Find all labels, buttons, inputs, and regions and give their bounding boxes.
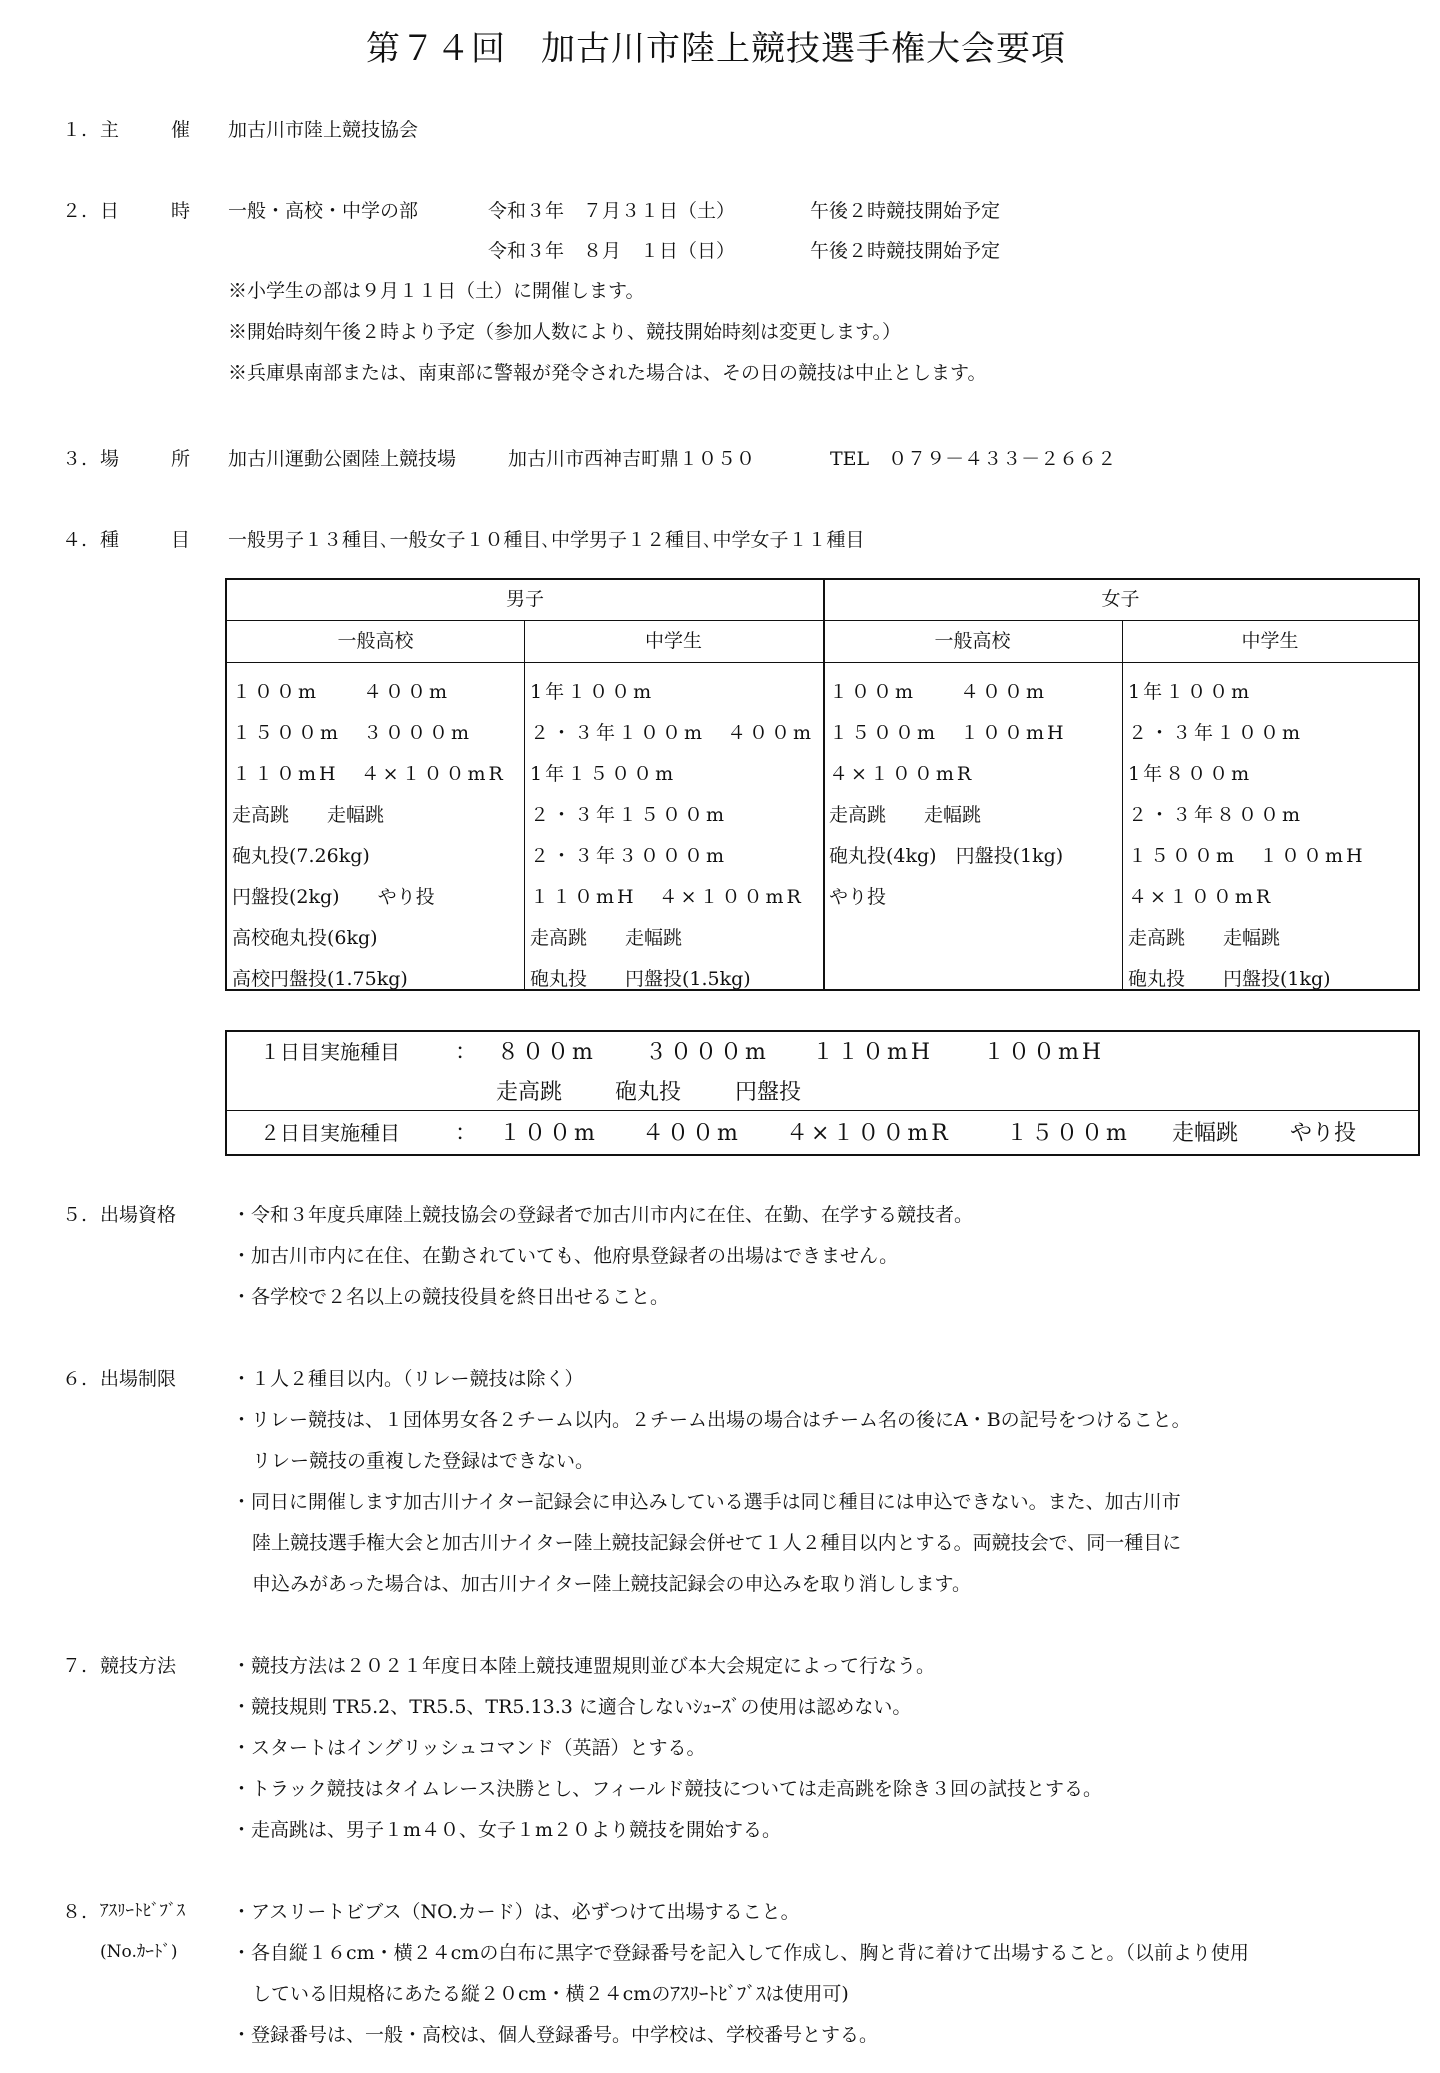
section-6-number: ６.: [62, 1368, 88, 1390]
limit-item-continued: 申込みがあった場合は、加古川ナイター陸上競技記録会の申込みを取り消しします。: [252, 1573, 971, 1595]
method-item: ・スタートはイングリッシュコマンド（英語）とする。: [232, 1737, 706, 1759]
events-summary: 一般男子１３種目､一般女子１０種目､中学男子１２種目､中学女子１１種目: [228, 529, 865, 551]
section-4-number: ４.: [62, 529, 88, 551]
event-line: 砲丸投(4kg) 円盤投(1kg): [829, 845, 1064, 867]
women-junior-events: [1128, 672, 1366, 1000]
men-general-header: 一般高校: [337, 630, 414, 652]
event-line: 円盤投(2kg) やり投: [232, 886, 435, 908]
event-line: 走高跳 走幅跳: [1128, 927, 1281, 949]
day-2-colon: ：: [455, 1121, 478, 1146]
section-6-label: 出場制限: [100, 1368, 177, 1390]
event-line: やり投: [829, 886, 887, 908]
bib-item: ・アスリートビブス（NO.カード）は、必ずつけて出場すること。: [232, 1901, 800, 1923]
day-1-event: 円盤投: [735, 1080, 802, 1105]
date-day-2: 令和３年 ８月 １日（日）: [488, 240, 736, 262]
table-divider: [227, 662, 1418, 663]
day-1-colon: ：: [455, 1040, 478, 1065]
section-3-number: ３.: [62, 448, 88, 470]
method-item: ・トラック競技はタイムレース決勝とし、フィールド競技については走高跳を除き３回の試技とする。: [232, 1778, 1103, 1800]
event-line: １５００m １００mH: [1128, 845, 1366, 867]
note-elementary: ※小学生の部は９月１１日（土）に開催します。: [228, 280, 645, 302]
venue-tel: TEL ０７９－４３３－２６６２: [830, 448, 1117, 470]
date-day-1: 令和３年 ７月３１日（土）: [488, 200, 736, 222]
day-1-event: ８００m: [497, 1040, 596, 1065]
men-junior-events: [530, 672, 814, 1000]
men-header: 男子: [505, 588, 544, 610]
section-8-number: ８.: [62, 1901, 88, 1923]
event-line: 高校砲丸投(6kg): [232, 927, 378, 949]
table-divider: [1122, 620, 1123, 989]
section-8-label: ｱｽﾘｰﾄﾋﾞﾌﾞｽ: [100, 1901, 185, 1921]
day-1-event: １１０mH: [812, 1040, 934, 1065]
table-divider: [524, 620, 525, 989]
method-item: ・競技方法は２０２１年度日本陸上競技連盟規則並び本大会規定によって行なう。: [232, 1655, 936, 1677]
events-table: [225, 578, 1420, 991]
day-1-event: １００mH: [983, 1040, 1105, 1065]
event-line: 砲丸投(7.26kg): [232, 845, 370, 867]
event-line: ２・３年１００m ４００m: [530, 722, 815, 744]
bib-item-continued: している旧規格にあたる縦２０cm・横２４cmのｱｽﾘｰﾄﾋﾞﾌﾞｽは使用可): [252, 1983, 849, 2005]
men-general-events: [232, 672, 506, 1000]
women-header: 女子: [1101, 588, 1140, 610]
note-start-time: ※開始時刻午後２時より予定（参加人数により、競技開始時刻は変更します。）: [228, 321, 901, 343]
start-time-day-2: 午後２時競技開始予定: [810, 240, 1001, 262]
event-line: 1年１００m: [1128, 681, 1253, 703]
section-5-label: 出場資格: [100, 1204, 177, 1226]
event-line: １５００m ３０００m: [232, 722, 473, 744]
organizer-text: 加古川市陸上競技協会: [228, 119, 419, 141]
section-5-number: ５.: [62, 1204, 88, 1226]
event-line: １１０mH ４×１００mR: [530, 886, 804, 908]
event-line: １００m ４００m: [829, 681, 1048, 703]
event-line: 1年８００m: [1128, 763, 1253, 785]
event-line: ４×１００mR: [829, 763, 975, 785]
section-2-label: 日時: [100, 200, 243, 222]
event-line: ２・３年１００m: [1128, 722, 1304, 744]
day-1-event: ３０００m: [645, 1040, 769, 1065]
venue-address: 加古川市西神吉町鼎１０５０: [508, 448, 756, 470]
start-time-day-1: 午後２時競技開始予定: [810, 200, 1001, 222]
venue-name: 加古川運動公園陸上競技場: [228, 448, 457, 470]
event-line: 高校円盤投(1.75kg): [232, 968, 408, 990]
event-line: 走高跳 走幅跳: [530, 927, 683, 949]
event-line: 砲丸投 円盤投(1kg): [1128, 968, 1331, 990]
limit-item: ・リレー競技は、１団体男女各２チーム以内。２チーム出場の場合はチーム名の後にA・Bの記号をつけること。: [232, 1409, 1191, 1431]
limit-item-continued: 陸上競技選手権大会と加古川ナイター陸上競技記録会併せて１人２種目以内とする。両競技会で、同一種目に: [252, 1532, 1182, 1554]
event-line: 砲丸投 円盤投(1.5kg): [530, 968, 751, 990]
method-item: ・競技規則 TR5.2、TR5.5、TR5.13.3 に適合しないｼｭｰｽﾞの使用は認めない。: [232, 1696, 912, 1718]
section-2-number: ２.: [62, 200, 88, 222]
day-2-event: やり投: [1290, 1121, 1357, 1146]
limit-item: ・同日に開催します加古川ナイター記録会に申込みしている選手は同じ種目には申込できない。また、加古川市: [232, 1491, 1181, 1513]
day-2-event: ４００m: [642, 1121, 741, 1146]
section-1-label: 主催: [100, 119, 243, 141]
day-2-event: １５００m: [1006, 1121, 1130, 1146]
eligibility-item: ・各学校で２名以上の競技役員を終日出せること。: [232, 1286, 670, 1308]
event-line: １００m ４００m: [232, 681, 451, 703]
day-2-event: １００m: [499, 1121, 598, 1146]
day-1-label: １日目実施種目: [260, 1040, 400, 1064]
day-1-event: 砲丸投: [615, 1080, 682, 1105]
event-line: ４×１００mR: [1128, 886, 1274, 908]
event-line: 走高跳 走幅跳: [829, 804, 982, 826]
event-line: ２・３年３０００m: [530, 845, 728, 867]
event-line: 1年１５００m: [530, 763, 677, 785]
event-line: １１０mH ４×１００mR: [232, 763, 506, 785]
section-3-label: 場所: [100, 448, 243, 470]
bib-item: ・登録番号は、一般・高校は、個人登録番号。中学校は、学校番号とする。: [232, 2024, 879, 2046]
table-divider: [227, 620, 1418, 621]
limit-item-continued: リレー競技の重複した登録はできない。: [252, 1450, 595, 1472]
page-title: 第７４回 加古川市陸上競技選手権大会要項: [366, 29, 1066, 69]
limit-item: ・１人２種目以内。（リレー競技は除く）: [232, 1368, 584, 1390]
event-line: 1年１００m: [530, 681, 655, 703]
section-4-label: 種目: [100, 529, 243, 551]
men-junior-header: 中学生: [644, 630, 702, 652]
event-line: ２・３年１５００m: [530, 804, 728, 826]
women-junior-header: 中学生: [1241, 630, 1299, 652]
eligibility-item: ・令和３年度兵庫陸上競技協会の登録者で加古川市内に在住、在勤、在学する競技者。: [232, 1204, 974, 1226]
division-text: 一般・高校・中学の部: [228, 200, 419, 222]
note-weather-warning: ※兵庫県南部または、南東部に警報が発令された場合は、その日の競技は中止とします。: [228, 362, 987, 384]
daily-schedule-box: [225, 1030, 1420, 1156]
section-1-number: １.: [62, 119, 88, 141]
method-item: ・走高跳は、男子１m４０、女子１m２０より競技を開始する。: [232, 1819, 782, 1841]
day-2-event: 走幅跳: [1172, 1121, 1239, 1146]
event-line: ２・３年８００m: [1128, 804, 1304, 826]
women-general-header: 一般高校: [934, 630, 1011, 652]
event-line: １５００m １００mH: [829, 722, 1067, 744]
section-7-number: ７.: [62, 1655, 88, 1677]
section-7-label: 競技方法: [100, 1655, 177, 1677]
day-2-event: ４×１００mR: [786, 1121, 951, 1146]
bib-item: ・各自縦１６cm・横２４cmの白布に黒字で登録番号を記入して作成し、胸と背に着けて出場すること。（以前より使用: [232, 1942, 1249, 1964]
schedule-divider: [227, 1110, 1418, 1111]
event-line: 走高跳 走幅跳: [232, 804, 385, 826]
section-8-sublabel: (No.ｶｰﾄﾞ): [100, 1942, 178, 1962]
day-1-event: 走高跳: [496, 1080, 563, 1105]
women-general-events: [829, 672, 1067, 918]
day-2-label: ２日目実施種目: [260, 1121, 400, 1145]
eligibility-item: ・加古川市内に在住、在勤されていても、他府県登録者の出場はできません。: [232, 1245, 899, 1267]
